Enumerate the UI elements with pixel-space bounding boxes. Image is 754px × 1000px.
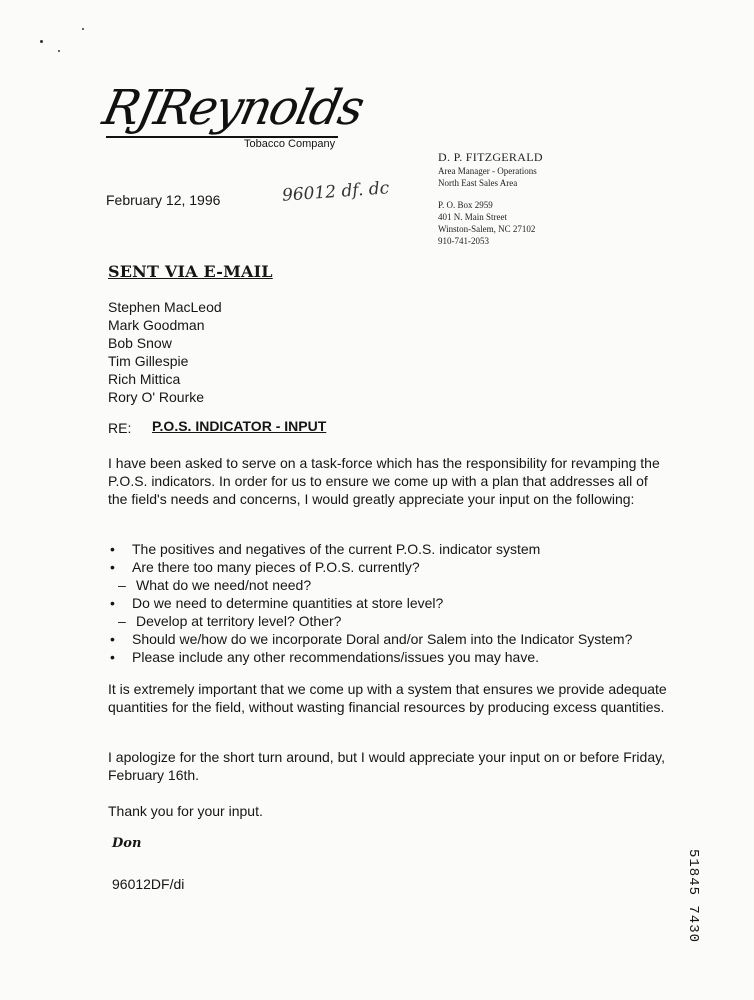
sub-list-item: – Develop at territory level? Other? xyxy=(118,613,342,629)
sender-phone: 910-741-2053 xyxy=(438,236,489,246)
scan-speck xyxy=(58,50,60,52)
reference-code: 96012DF/di xyxy=(112,876,185,892)
recipient: Bob Snow xyxy=(108,335,172,351)
re-subject: P.O.S. INDICATOR - INPUT xyxy=(152,418,327,434)
recipient: Rich Mittica xyxy=(108,371,181,387)
sender-po-box: P. O. Box 2959 xyxy=(438,200,493,210)
list-item: • Please include any other recommendations/issues you may have. xyxy=(110,649,539,665)
paragraph-apology: I apologize for the short turn around, but I would appreciate your input on or before Friday, February 16th. xyxy=(108,749,665,783)
re-label: RE: xyxy=(108,420,132,436)
letter-date: February 12, 1996 xyxy=(106,192,221,208)
closing-line: Thank you for your input. xyxy=(108,803,263,819)
signature: Don xyxy=(112,836,142,851)
document-number: 51845 7430 xyxy=(685,848,702,944)
sender-block xyxy=(438,150,543,247)
sender-name: D. P. FITZGERALD xyxy=(438,150,543,164)
recipient: Mark Goodman xyxy=(108,317,205,333)
list-item: • Do we need to determine quantities at store level? xyxy=(110,595,444,611)
company-subtitle: Tobacco Company xyxy=(244,138,336,150)
list-item: • Are there too many pieces of P.O.S. currently? xyxy=(110,559,420,575)
scan-speck xyxy=(40,40,43,43)
sent-via-heading: SENT VIA E-MAIL xyxy=(108,262,273,281)
sender-title: Area Manager - Operations xyxy=(438,166,537,176)
recipient-list xyxy=(108,298,222,406)
question-list xyxy=(110,540,670,666)
sender-area: North East Sales Area xyxy=(438,178,518,188)
sender-street: 401 N. Main Street xyxy=(438,212,507,222)
recipient: Rory O' Rourke xyxy=(108,389,205,405)
sub-list-item: – What do we need/not need? xyxy=(118,577,312,593)
handwritten-note: 96012 df. dc xyxy=(281,178,390,206)
company-logo: RJReynolds xyxy=(98,80,368,136)
list-item: • Should we/how do we incorporate Doral and/or Salem into the Indicator System? xyxy=(110,631,633,647)
list-item: • The positives and negatives of the current P.O.S. indicator system xyxy=(110,541,541,557)
sender-city: Winston-Salem, NC 27102 xyxy=(438,224,536,234)
paragraph-importance: It is extremely important that we come up with a system that ensures we provide adequate quantities for the field, without wasting financial resources by producing excess quantities. xyxy=(108,681,667,715)
scan-speck xyxy=(82,28,84,30)
recipient: Stephen MacLeod xyxy=(108,299,222,315)
intro-paragraph: I have been asked to serve on a task-force which has the responsibility for revamping the P.O.S. indicators. In order for us to ensure we come up with a plan that addresses all of the field's needs and concerns, I would greatly appreciate your input on the following: xyxy=(108,455,660,507)
recipient: Tim Gillespie xyxy=(108,353,189,369)
